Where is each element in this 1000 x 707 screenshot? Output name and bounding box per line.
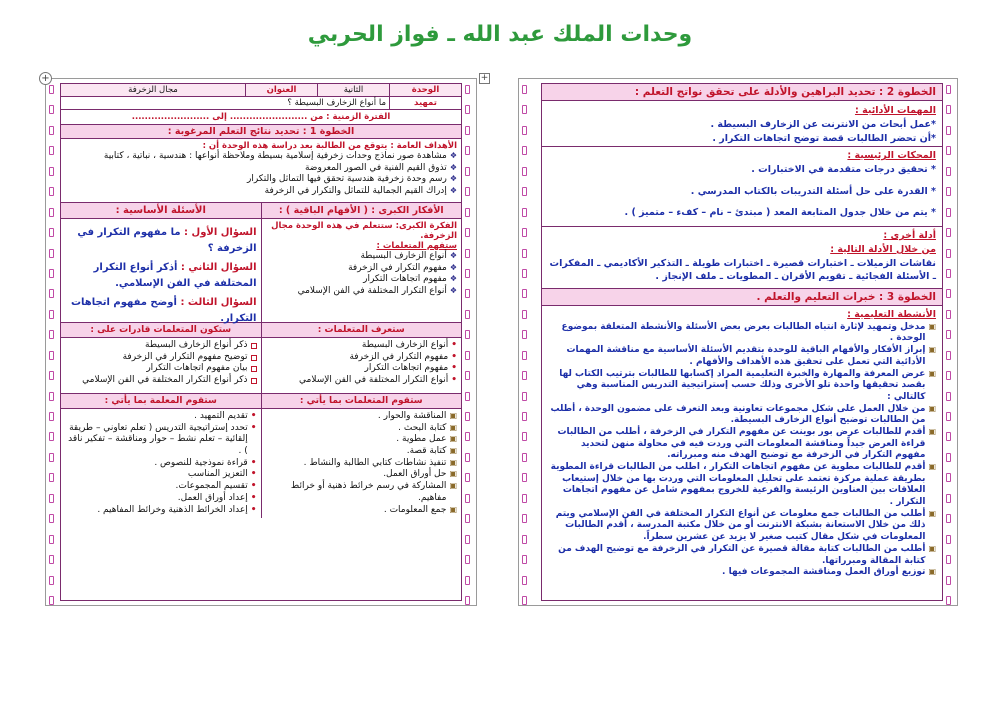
list-item: ▣ أقدم للطالبات عرض بور بوينت عن مفهوم التكرار في الزخرفة ، أطلب من الطالبات قراءة العرض جيداً ومناقشة المعلومات التي وردت فيه في محاولة منهن لتحديد مفهوم التكرار في الزخرفة مع توضيح الهدف منه ومبرراته. (557, 426, 936, 461)
box-bullet-icon (251, 343, 257, 349)
list-item: • إعداد أوراق العمل. (177, 492, 257, 503)
title-label: العنوان (245, 84, 317, 96)
unit-label: الوحدة (389, 84, 461, 96)
teacher-do-title: ستقوم المعلمة بما يأتي : (61, 394, 262, 408)
list-item: • تقديم التمهيد . (194, 411, 257, 421)
book-bullet-icon: ▣ (449, 457, 457, 467)
document-title: وحدات الملك عبد الله ـ فواز الحربي (307, 22, 693, 47)
book-bullet-icon: ▣ (449, 469, 457, 479)
list-item: • أنواع الزخارف البسيطة (361, 340, 457, 350)
general-goals (61, 139, 461, 203)
book-bullet-icon: ▣ (928, 321, 936, 331)
book-bullet-icon: ▣ (449, 422, 457, 432)
tasks-title: المهمات الأدائية : (854, 105, 936, 116)
big-ideas-title: الأفكار الكبرى : ( الأفهام الباقية ) : (278, 205, 444, 216)
task-1: *عمل أبحاث من الانترنت عن الزخارف البسيطة . (710, 118, 936, 130)
title-value: مجال الزخرفة (128, 85, 178, 95)
list-item: توضيح مفهوم التكرار في الزخرفة (65, 352, 257, 364)
book-bullet-icon: ▣ (449, 411, 457, 420)
book-bullet-icon: ▣ (449, 504, 457, 514)
teacher-do-cell (61, 409, 262, 518)
list-item: ▣ كتابة البحث . (398, 422, 457, 433)
general-goals-label: الأهداف العامة : يتوقع من الطالبة بعد دراسة هذه الوحدة أن : (202, 141, 457, 151)
criteria (542, 147, 942, 227)
left-page (41, 73, 477, 606)
do-header (61, 394, 461, 409)
list-item: ▣ مدخل وتمهيد لإثارة انتباه الطالبات بعرض بعض الأسئلة والأنشطة المتعلقة بموضوع الوحدة . (561, 321, 936, 344)
list-item: ▣ المناقشة والحوار . (377, 411, 457, 421)
essential-questions-cell (61, 219, 262, 322)
list-item: ▣ أطلب من الطالبات جمع معلومات عن أنواع التكرار المختلفة في الفن الإسلامي ويتم ذلك من خلال الاستعانة بشبكة الانترنت أو من خلال مكتبة المدرسة ، أقدم الطالبات المعلومات في شكل مقال كتيب صغير لا يزيد عن عشرين سطراً. (555, 508, 936, 543)
list-item: ▣ أطلب من الطالبات كتابة مقالة قصيرة عن التكرار في الزخرفة مع توضيح الهدف من كتابة المقالة ومبرراتها. (558, 543, 936, 566)
left-rail (522, 85, 530, 605)
table-move-handle-icon[interactable]: + (480, 73, 489, 83)
right-page (480, 73, 958, 606)
other-evidence-text: نقاشات الزميلات ـ اختبارات قصيرة ـ اختبارات طويلة ـ التذكير الأكاديمي ـ المفكرات ـ الأسئلة الفجائية ـ تقويم الأقران ـ المطويات ـ ملف الإنجاز . (549, 257, 936, 283)
step2-title: الخطوة 2 : تحديد البراهين والأدلة على تحقق نواتج التعلم : (542, 84, 942, 101)
unit-info-row (61, 84, 461, 97)
ideas-questions-body (61, 219, 461, 323)
essential-questions-title: الأسئلة الأساسية : (61, 203, 262, 218)
activities-title: الأنشطة التعليمية : (847, 309, 936, 320)
book-bullet-icon: ▣ (928, 567, 936, 577)
book-bullet-icon: ▣ (928, 462, 936, 472)
list-item: ▣ من خلال العمل على شكل مجموعات تعاونية وبعد التعرف على مضمون الوحدة ، أطلب من الطالبات توضيح أنواع الزخارف البسيطة. (550, 403, 936, 426)
list-item: ❖ مفهوم اتجاهات التكرار (363, 274, 457, 285)
students-do-cell (262, 409, 462, 518)
other-evidence (542, 227, 942, 289)
list-item: ذكر أنواع الزخارف البسيطة (65, 340, 257, 352)
diamond-bullet-icon: ❖ (449, 174, 457, 184)
book-bullet-icon: ▣ (928, 345, 936, 355)
list-item: • مفهوم التكرار في الزخرفة (349, 351, 457, 362)
list-item: ❖ مفهوم التكرار في الزخرفة (348, 262, 457, 273)
criterion-3: * يتم من خلال جدول المتابعة المعد ( مبتدئ – نام – كفء – متميز ) . (624, 207, 936, 219)
period-line: الفترة الزمنية : من ........................ إلى ........................ (61, 110, 461, 125)
able-cell (61, 338, 262, 393)
right-rail (946, 85, 954, 605)
box-bullet-icon (251, 378, 257, 384)
intro-row (61, 97, 461, 110)
through-label: من خلال الأدلة التالية : (830, 243, 936, 255)
book-bullet-icon: ▣ (928, 368, 936, 378)
book-bullet-icon: ▣ (928, 508, 936, 518)
list-item: ▣ تنفيذ نشاطات كتابي الطالبة والنشاط . (303, 457, 457, 468)
list-item: ذكر أنواع التكرار المختلفة في الفن الإسلامي (65, 375, 257, 387)
know-cell (262, 338, 462, 393)
diamond-bullet-icon: ❖ (449, 151, 457, 160)
book-bullet-icon: ▣ (928, 543, 936, 553)
book-bullet-icon: ▣ (449, 481, 457, 491)
list-item: ❖ إدراك القيم الجمالية للتماثل والتكرار في الزخرفة (264, 186, 457, 197)
list-item: • إعداد الخرائط الذهنية وخرائط المفاهيم . (97, 504, 257, 515)
task-2: *أن تحضر الطالبات قصة توضح اتجاهات التكرار . (712, 132, 936, 144)
right-rail (465, 85, 473, 605)
criterion-1: * تحقيق درجات متقدمة في الاختبارات . (751, 163, 936, 175)
step3-title: الخطوة 3 : خبرات التعليم والتعلم . (542, 289, 942, 306)
list-item: • تحدد إستراتيجية التدريس ( تعلم تعاوني – طريقة إلقائية – تعلم نشط – حوار ومناقشة – تفكير ناقد ) . (68, 422, 257, 457)
ideas-questions-header (61, 203, 461, 219)
box-bullet-icon (251, 366, 257, 372)
list-item: ❖ مشاهدة صور نماذج وحدات زخرفية إسلامية بسيطة وملاحظة أنواعها : هندسية ، نباتية ، كتابية (103, 151, 457, 161)
list-item: ▣ أقدم للطالبات مطوية عن مفهوم اتجاهات التكرار ، اطلب من الطالبات قراءة المطوية بطريقة عملية مركزة تعتمد على تحليل المعلومات التي وردت بها من خلال إستيعاب العلاقات بين العناوين الرئيسة والفرعية للخروج بمفهوم شامل عن مفهوم اتجاهات التكرار . (550, 462, 936, 508)
list-item: ▣ كتابة قصة. (406, 446, 457, 457)
list-item: ▣ إبراز الأفكار والأفهام الباقية للوحدة بتقديم الأسئلة الأساسية مع مناقشة المهمات الأدائية التي تعمل على تحقيق هذه الأهداف والأفهام . (566, 345, 936, 367)
list-item: • قراءة نموذجية للنصوص . (154, 457, 257, 468)
list-item: • تقسيم المجموعات. (175, 481, 257, 492)
book-bullet-icon: ▣ (449, 446, 457, 456)
list-item: ▣ المشاركة في رسم خرائط ذهنية أو خرائط مفاهيم. (290, 481, 457, 503)
question-2: السؤال الثاني : أذكر أنواع التكرار المختلفة في الفن الإسلامي. (93, 262, 257, 289)
criteria-title: المحكات الرئيسية : (847, 150, 936, 161)
diamond-bullet-icon: ❖ (449, 186, 457, 196)
big-idea-text: الفكرة الكبرى: ستتعلم في هذه الوحدة مجال الزخرفة. (271, 221, 457, 241)
big-ideas-cell (262, 219, 462, 322)
students-do-title: ستقوم المتعلمات بما يأتي : (299, 396, 423, 406)
book-bullet-icon: ▣ (928, 426, 936, 436)
list-item: ❖ رسم وحدة زخرفية هندسية تحقق فيها التماثل والتكرار (246, 174, 457, 185)
able-title: ستكون المتعلمات قادرات على : (61, 323, 262, 337)
do-body (61, 409, 461, 518)
list-item: • مفهوم اتجاهات التكرار (364, 363, 457, 374)
unit-value: الثانية (317, 84, 389, 96)
question-1: السؤال الأول : ما مفهوم التكرار في الزخرفة ؟ (77, 227, 257, 254)
book-bullet-icon: ▣ (928, 403, 936, 413)
performance-tasks (542, 101, 942, 147)
know-able-body (61, 338, 461, 394)
list-item: ▣ توزيع أوراق العمل ومناقشة المجموعات فيها . (722, 567, 936, 578)
intro-label: تمهيد (389, 97, 461, 109)
intro-value: ما أنواع الزخارف البسيطة ؟ (287, 98, 386, 108)
box-bullet-icon (251, 355, 257, 361)
list-item: ❖ أنواع التكرار المختلفة في الفن الإسلامي (297, 286, 457, 297)
list-item: • أنواع التكرار المختلفة في الفن الإسلامي (299, 375, 457, 386)
criterion-2: * القدرة على حل أسئلة التدريبات بالكتاب المدرسي . (690, 185, 936, 197)
list-item: ▣ عمل مطوية . (396, 434, 457, 445)
list-item: ▣ عرض المعرفة والمهارة والخبرة التعليمية المراد إكسابها للطالبات بترتيب الكتاب لها بقصد تحقيقها واحدة تلو الأخرى وذلك حسب إستراتيجية التدريس المناسبة وهي كالتالي : (559, 368, 936, 402)
left-rail (49, 85, 57, 605)
unit-plan-table (60, 83, 462, 601)
diamond-bullet-icon: ❖ (449, 162, 457, 172)
other-evidence-title: أدلة أخرى : (883, 230, 936, 241)
book-bullet-icon: ▣ (449, 434, 457, 444)
activities (542, 306, 942, 581)
evidence-table (541, 83, 943, 601)
list-item: بيان مفهوم اتجاهات التكرار (65, 363, 257, 375)
list-item: ❖ تذوق القيم الفنية في الصور المعروضة (304, 162, 457, 173)
list-item: ▣ جمع المعلومات . (383, 504, 457, 515)
list-item: • التعزيز المناسب (187, 469, 257, 480)
list-item: ▣ حل أوراق العمل. (383, 469, 457, 480)
know-title: ستعرف المتعلمات : (317, 325, 405, 335)
question-3: السؤال الثالث : أوضح مفهوم اتجاهات التكرار. (71, 297, 257, 324)
step1-title: الخطوة 1 : تحديد نتائج التعلم المرغوبة : (61, 125, 461, 139)
know-able-header (61, 323, 461, 338)
list-item: ❖ أنواع الزخارف البسيطة (360, 251, 457, 261)
understand-label: ستفهم المتعلمات : (376, 241, 457, 251)
move-handle-icon[interactable]: + (39, 72, 52, 85)
